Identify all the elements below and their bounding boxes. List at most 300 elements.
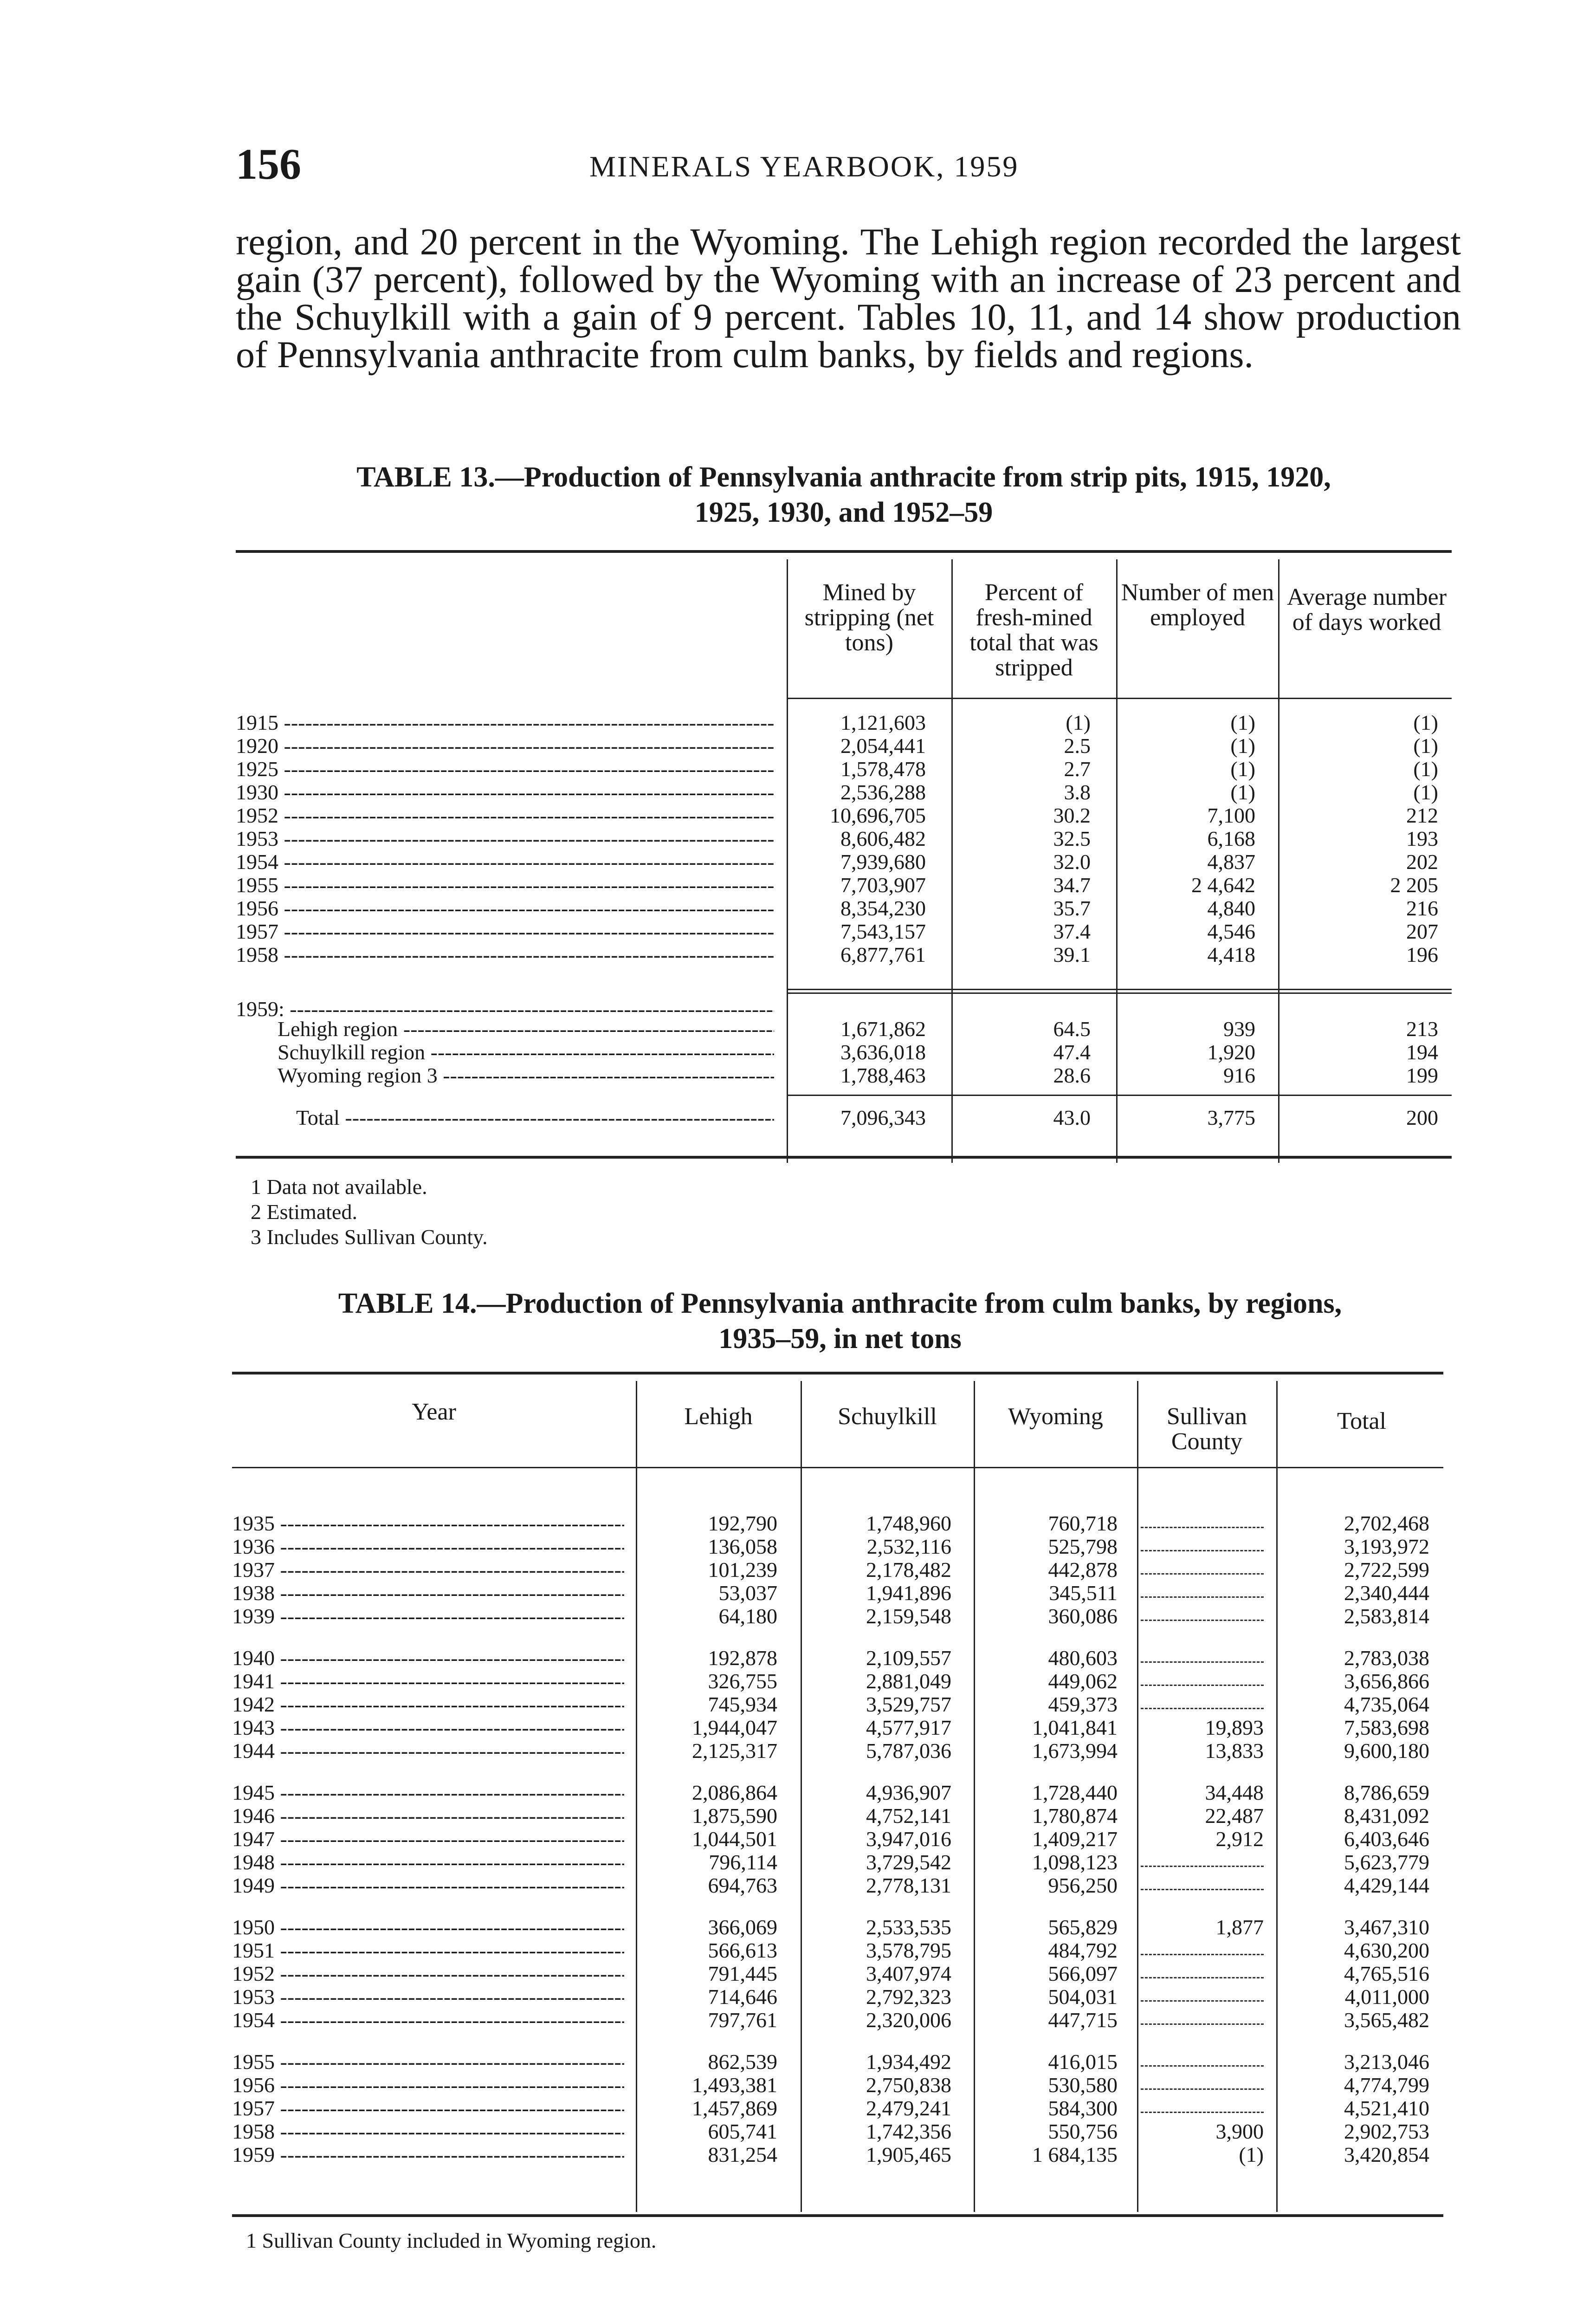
table14-footnote: 1 Sullivan County included in Wyoming region. — [246, 2229, 657, 2252]
table14-cell-schuylkill: 2,778,131 — [866, 1874, 951, 1897]
table14-row-year — [232, 2096, 624, 2120]
table13-row-label-text: Wyoming region 3 — [278, 1063, 438, 1087]
table13-row-label — [236, 826, 774, 851]
table14-cell-sullivan: 1,877 — [1215, 1915, 1264, 1939]
table14-row — [232, 1511, 1443, 1534]
table14-row-year — [232, 2119, 624, 2144]
table13-header-percent: Percent of fresh-mined total that was stripped — [969, 579, 1098, 681]
table14-cell-schuylkill: 2,881,049 — [866, 1669, 951, 1693]
table13-title — [236, 460, 1452, 530]
table13-cell-men: (1) — [1230, 734, 1255, 758]
table14-cell-total: 9,600,180 — [1344, 1739, 1429, 1763]
table14-row-year-text: 1938 — [232, 1581, 275, 1605]
table14-cell-total: 3,656,866 — [1344, 1669, 1429, 1693]
table14-cell-sullivan — [1141, 2073, 1264, 2090]
table13-cell-days: (1) — [1413, 780, 1438, 804]
table14-cell-lehigh: 1,944,047 — [692, 1716, 777, 1739]
table14-row — [232, 1738, 1443, 1762]
table14-cell-lehigh: 64,180 — [718, 1604, 777, 1628]
table13-total-men: 3,775 — [1207, 1106, 1255, 1129]
table14-header-rule — [232, 1467, 1443, 1468]
table14-cell-sullivan — [1141, 2049, 1264, 2067]
table13 — [236, 550, 1452, 1163]
table13-header-mined: Mined by stripping (net tons) — [804, 579, 934, 656]
table14-row — [232, 1873, 1443, 1896]
table13-row-label-text: 1915 — [236, 711, 278, 734]
table14-row-year — [232, 1803, 624, 1828]
table14-header-total: Total — [1337, 1408, 1387, 1434]
table14-cell-lehigh: 326,755 — [708, 1669, 777, 1693]
table13-cell-mined: 1,788,463 — [840, 1063, 926, 1087]
table13-cell-days: 196 — [1406, 943, 1438, 966]
table14-cell-schuylkill: 5,787,036 — [866, 1739, 951, 1763]
table14-cell-total: 4,630,200 — [1344, 1938, 1429, 1962]
table13-row — [236, 710, 1452, 733]
table13-footnote: 1 Data not available. — [251, 1175, 427, 1199]
table14-cell-total: 3,565,482 — [1344, 2008, 1429, 2032]
table14-cell-wyoming: 459,373 — [1048, 1692, 1118, 1716]
table14-row-year-text: 1944 — [232, 1739, 275, 1763]
table13-cell-mined: 7,543,157 — [840, 920, 926, 943]
table14-row — [232, 2049, 1443, 2073]
table13-row-label-text: 1953 — [236, 827, 278, 850]
table13-row — [236, 780, 1452, 803]
table14-row-year-text: 1947 — [232, 1827, 275, 1851]
table13-header-men: Number of men employed — [1121, 579, 1274, 631]
table13-cell-men: (1) — [1230, 780, 1255, 804]
table13-cell-days: 199 — [1406, 1063, 1438, 1087]
table14-cell-wyoming: 760,718 — [1048, 1511, 1118, 1535]
table14-cell-sullivan — [1141, 1850, 1264, 1867]
table14-row-year-text: 1957 — [232, 2096, 275, 2120]
table13-row-label — [278, 1017, 774, 1041]
table14-cell-sullivan — [1141, 1511, 1264, 1528]
table13-cell-pct: 47.4 — [1053, 1040, 1091, 1064]
table14-cell-total: 4,774,799 — [1344, 2073, 1429, 2097]
table14-row — [232, 1938, 1443, 1961]
table13-cell-mined: 3,636,018 — [840, 1040, 926, 1064]
table14-row-year-text: 1956 — [232, 2073, 275, 2097]
table13-header-days: Average number of days worked — [1286, 584, 1447, 635]
table14-cell-schuylkill: 3,947,016 — [866, 1827, 951, 1851]
table13-row-label — [236, 873, 774, 897]
table14-row — [232, 1646, 1443, 1669]
table14-cell-wyoming: 504,031 — [1048, 1985, 1118, 2009]
table14-row-year — [232, 2142, 624, 2167]
table13-cell-mined: 8,354,230 — [840, 896, 926, 920]
table13-cell-men: (1) — [1230, 757, 1255, 781]
table14-cell-total: 3,420,854 — [1344, 2143, 1429, 2166]
table14-cell-total: 2,583,814 — [1344, 1604, 1429, 1628]
table14-cell-wyoming: 1,780,874 — [1032, 1804, 1118, 1828]
table14-cell-lehigh: 136,058 — [708, 1535, 777, 1558]
table13-cell-pct: 39.1 — [1053, 943, 1091, 966]
table13-cell-men: 1,920 — [1207, 1040, 1255, 1064]
table13-cell-mined: 7,703,907 — [840, 873, 926, 897]
table13-cell-men: 939 — [1223, 1017, 1255, 1041]
table14-cell-total: 2,783,038 — [1344, 1646, 1429, 1670]
table14-row-year-text: 1945 — [232, 1781, 275, 1804]
table14-cell-schuylkill: 1,934,492 — [866, 2050, 951, 2074]
table13-section-rule — [787, 989, 1452, 990]
table14-cell-lehigh: 53,037 — [718, 1581, 777, 1605]
table13-cell-men: 4,546 — [1207, 920, 1255, 943]
table14-cell-sullivan — [1141, 1557, 1264, 1575]
table13-cell-men: 2 4,642 — [1191, 873, 1255, 897]
table14-cell-wyoming: 956,250 — [1048, 1874, 1118, 1897]
table13-row-label — [278, 1063, 774, 1088]
table14-row — [232, 1961, 1443, 1984]
table14-row-year — [232, 1827, 624, 1851]
table14-cell-lehigh: 745,934 — [708, 1692, 777, 1716]
table14-row — [232, 1827, 1443, 1850]
table14-row — [232, 1850, 1443, 1873]
table14-cell-total: 5,623,779 — [1344, 1850, 1429, 1874]
table14-cell-schuylkill: 2,320,006 — [866, 2008, 951, 2032]
table14-cell-sullivan: 22,487 — [1205, 1804, 1264, 1828]
table14-cell-sullivan — [1141, 1669, 1264, 1686]
table13-cell-pct: 30.2 — [1053, 804, 1091, 827]
table13-header-rule — [787, 698, 1452, 699]
table14-row — [232, 1669, 1443, 1692]
table14-cell-wyoming: 584,300 — [1048, 2096, 1118, 2120]
table14-cell-wyoming: 360,086 — [1048, 1604, 1118, 1628]
table13-total-row — [236, 1105, 1452, 1128]
table13-cell-mined: 6,877,761 — [840, 943, 926, 966]
table13-cell-pct: 37.4 — [1053, 920, 1091, 943]
table14-cell-sullivan — [1141, 1604, 1264, 1621]
table14-row-year-text: 1950 — [232, 1915, 275, 1939]
table13-row-1959 — [236, 1063, 1452, 1086]
table14-cell-schuylkill: 2,178,482 — [866, 1558, 951, 1582]
table14-row — [232, 2073, 1443, 2096]
table13-footnote: 2 Estimated. — [251, 1200, 357, 1224]
table14-cell-sullivan: 34,448 — [1205, 1781, 1264, 1804]
table13-total-rule — [787, 1095, 1452, 1096]
table13-bottom-rule — [236, 1156, 1452, 1159]
table14-cell-schuylkill: 1,941,896 — [866, 1581, 951, 1605]
table14-row-year-text: 1936 — [232, 1535, 275, 1558]
table14-cell-wyoming: 1 684,135 — [1032, 2143, 1118, 2166]
table14-row-year-text: 1949 — [232, 1874, 275, 1897]
table14-row — [232, 1915, 1443, 1938]
table14-cell-schuylkill: 4,752,141 — [866, 1804, 951, 1828]
table13-cell-mined: 1,578,478 — [840, 757, 926, 781]
table14-row-year-text: 1939 — [232, 1604, 275, 1628]
table13-total-days: 200 — [1406, 1106, 1438, 1129]
table13-row-label-text: 1955 — [236, 873, 278, 897]
table14-cell-total: 4,765,516 — [1344, 1962, 1429, 1985]
table13-row-1959 — [236, 1017, 1452, 1040]
table14-header-year: Year — [412, 1399, 456, 1425]
table14-row-year-text: 1935 — [232, 1511, 275, 1535]
table14-cell-schuylkill: 4,577,917 — [866, 1716, 951, 1739]
table14-cell-total: 2,902,753 — [1344, 2120, 1429, 2143]
table14-cell-sullivan — [1141, 1692, 1264, 1709]
table14-row-year — [232, 1873, 624, 1898]
table14-cell-lehigh: 714,646 — [708, 1985, 777, 2009]
table13-footnotes — [251, 1174, 808, 1250]
table14-cell-sullivan: 19,893 — [1205, 1716, 1264, 1739]
table13-cell-mined: 1,121,603 — [840, 711, 926, 734]
table13-cell-pct: 2.7 — [1064, 757, 1091, 781]
table14-cell-schuylkill: 1,748,960 — [866, 1511, 951, 1535]
table13-top-rule — [236, 550, 1452, 553]
table14-cell-total: 2,702,468 — [1344, 1511, 1429, 1535]
table14-cell-lehigh: 862,539 — [708, 2050, 777, 2074]
table14-row-year-text: 1948 — [232, 1850, 275, 1874]
table14-cell-schuylkill: 1,905,465 — [866, 2143, 951, 2166]
table13-cell-mined: 2,536,288 — [840, 780, 926, 804]
table14-cell-total: 7,583,698 — [1344, 1716, 1429, 1739]
table13-cell-days: 213 — [1406, 1017, 1438, 1041]
table14-cell-lehigh: 2,125,317 — [692, 1739, 777, 1763]
table13-row — [236, 919, 1452, 942]
table14-row-year-text: 1952 — [232, 1962, 275, 1985]
table14-row — [232, 2119, 1443, 2142]
table14-row-year-text: 1951 — [232, 1938, 275, 1962]
table14-cell-total: 3,213,046 — [1344, 2050, 1429, 2074]
table14-title-line2: 1935–59, in net tons — [718, 1323, 962, 1355]
table13-cell-men: 6,168 — [1207, 827, 1255, 850]
table14-row — [232, 2008, 1443, 2031]
table14-cell-sullivan — [1141, 2096, 1264, 2113]
table14-cell-sullivan: 13,833 — [1205, 1739, 1264, 1763]
table14-row-year — [232, 1938, 624, 1963]
table14-cell-total: 2,340,444 — [1344, 1581, 1429, 1605]
table14-cell-wyoming: 484,792 — [1048, 1938, 1118, 1962]
table14-row-year — [232, 1850, 624, 1874]
table13-row-label-text: 1958 — [236, 943, 278, 966]
table14-cell-wyoming: 566,097 — [1048, 1962, 1118, 1985]
table13-title-line2: 1925, 1930, and 1952–59 — [694, 497, 993, 528]
table13-row-label — [278, 1040, 774, 1064]
table14-row-year-text: 1955 — [232, 2050, 275, 2074]
table14-title — [227, 1286, 1453, 1356]
table13-row-label — [236, 710, 774, 735]
table14-cell-total: 8,786,659 — [1344, 1781, 1429, 1804]
table14-cell-total: 2,722,599 — [1344, 1558, 1429, 1582]
table14-cell-wyoming: 550,756 — [1048, 2120, 1118, 2143]
table13-section-rule — [787, 992, 1452, 994]
table14-header-lehigh: Lehigh — [684, 1403, 753, 1430]
table14-cell-wyoming: 565,829 — [1048, 1915, 1118, 1939]
table13-cell-pct: 32.5 — [1053, 827, 1091, 850]
table14-cell-sullivan — [1141, 1984, 1264, 2002]
table14-cell-schuylkill: 2,109,557 — [866, 1646, 951, 1670]
table13-cell-men: 7,100 — [1207, 804, 1255, 827]
page-number: 156 — [236, 140, 301, 188]
table14-row — [232, 1803, 1443, 1827]
table14-cell-lehigh: 791,445 — [708, 1962, 777, 1985]
table14-cell-lehigh: 366,069 — [708, 1915, 777, 1939]
table14-cell-sullivan — [1141, 2008, 1264, 2025]
table14-row — [232, 2142, 1443, 2165]
table14-cell-wyoming: 1,041,841 — [1032, 1716, 1118, 1739]
table13-row-1959 — [236, 1040, 1452, 1063]
table14-header-schuylkill: Schuylkill — [838, 1403, 937, 1430]
table13-cell-days: 216 — [1406, 896, 1438, 920]
table14-row-year-text: 1940 — [232, 1646, 275, 1670]
table14-row — [232, 1715, 1443, 1738]
table13-row-label-text: 1925 — [236, 757, 278, 781]
table13-cell-days: (1) — [1413, 711, 1438, 734]
table13-group-label-text: 1959: — [236, 997, 284, 1021]
table14-cell-lehigh: 605,741 — [708, 2120, 777, 2143]
table14-cell-lehigh: 796,114 — [709, 1850, 777, 1874]
table14-cell-sullivan — [1141, 1581, 1264, 1598]
table13-row-label — [236, 942, 774, 967]
table13-row-label — [236, 849, 774, 874]
table13-row — [236, 826, 1452, 849]
table13-cell-days: 193 — [1406, 827, 1438, 850]
table13-total-pct: 43.0 — [1053, 1106, 1091, 1129]
table14-row-year — [232, 1581, 624, 1605]
table13-cell-days: 212 — [1406, 804, 1438, 827]
table13-row-label — [236, 733, 774, 758]
table13-cell-days: (1) — [1413, 734, 1438, 758]
table14-title-line1: TABLE 14.—Production of Pennsylvania anthracite from culm banks, by regions, — [338, 1288, 1342, 1319]
table14-row-year — [232, 1557, 624, 1582]
table14-row-year — [232, 1669, 624, 1693]
table13-row-label-text: Schuylkill region — [278, 1040, 426, 1064]
table13-cell-days: 202 — [1406, 850, 1438, 874]
table14-cell-wyoming: 345,511 — [1049, 1581, 1118, 1605]
table14-cell-schuylkill: 3,729,542 — [866, 1850, 951, 1874]
table14-cell-schuylkill: 3,578,795 — [866, 1938, 951, 1962]
table14-cell-schuylkill: 3,407,974 — [866, 1962, 951, 1985]
table13-cell-days: (1) — [1413, 757, 1438, 781]
table13-row-label-text: 1952 — [236, 804, 278, 827]
table14-row-year — [232, 2049, 624, 2074]
table14-row-year — [232, 1915, 624, 1939]
table13-cell-men: (1) — [1230, 711, 1255, 734]
table14-cell-wyoming: 416,015 — [1048, 2050, 1118, 2074]
table13-cell-pct: 32.0 — [1053, 850, 1091, 874]
table14-cell-lehigh: 1,493,381 — [692, 2073, 777, 2097]
table13-row-label-text: 1954 — [236, 850, 278, 874]
table14-row — [232, 1604, 1443, 1627]
table14-row-year-text: 1958 — [232, 2120, 275, 2143]
table14-cell-lehigh: 2,086,864 — [692, 1781, 777, 1804]
table14-cell-lehigh: 831,254 — [708, 2143, 777, 2166]
table13-row — [236, 896, 1452, 919]
table14-row-year-text: 1943 — [232, 1716, 275, 1739]
table14-row-year — [232, 1984, 624, 2009]
table13-row-label-text: 1957 — [236, 920, 278, 943]
table13-total-label-text: Total — [296, 1106, 340, 1129]
table14-cell-total: 4,011,000 — [1344, 1985, 1429, 2009]
table14-row-year — [232, 1715, 624, 1740]
table13-title-line1: TABLE 13.—Production of Pennsylvania anthracite from strip pits, 1915, 1920, — [356, 461, 1331, 493]
table13-cell-pct: 64.5 — [1053, 1017, 1091, 1041]
table14-cell-sullivan — [1141, 1534, 1264, 1551]
table14-row — [232, 1692, 1443, 1715]
table14-cell-sullivan: 3,900 — [1215, 2120, 1264, 2143]
table14-cell-schuylkill: 2,479,241 — [866, 2096, 951, 2120]
table13-cell-pct: 3.8 — [1064, 780, 1091, 804]
table14-row-year — [232, 1961, 624, 1986]
table13-row — [236, 873, 1452, 896]
table14-row-year — [232, 2008, 624, 2032]
table14-cell-schuylkill: 1,742,356 — [866, 2120, 951, 2143]
table13-cell-men: 4,840 — [1207, 896, 1255, 920]
table14-cell-total: 8,431,092 — [1344, 1804, 1429, 1828]
table14-cell-lehigh: 192,878 — [708, 1646, 777, 1670]
table14-cell-schuylkill: 2,792,323 — [866, 1985, 951, 2009]
table14-cell-schuylkill: 2,750,838 — [866, 2073, 951, 2097]
table14-row-year-text: 1942 — [232, 1692, 275, 1716]
table13-row — [236, 942, 1452, 966]
table14-cell-schuylkill: 4,936,907 — [866, 1781, 951, 1804]
table14-row — [232, 1581, 1443, 1604]
table14-cell-sullivan — [1141, 1873, 1264, 1890]
table13-cell-mined: 10,696,705 — [830, 804, 926, 827]
table14-row-year-text: 1946 — [232, 1804, 275, 1828]
table13-cell-mined: 7,939,680 — [840, 850, 926, 874]
table14-cell-lehigh: 1,044,501 — [692, 1827, 777, 1851]
table14-cell-total: 4,521,410 — [1344, 2096, 1429, 2120]
table13-row-label-text: 1920 — [236, 734, 278, 758]
table14-cell-wyoming: 1,409,217 — [1032, 1827, 1118, 1851]
table14-row-year-text: 1959 — [232, 2143, 275, 2166]
table13-cell-men: 4,837 — [1207, 850, 1255, 874]
table13-row-label — [236, 803, 774, 828]
table14-cell-total: 4,735,064 — [1344, 1692, 1429, 1716]
table13-row-label — [236, 757, 774, 781]
table13-row — [236, 849, 1452, 873]
table14-cell-wyoming: 1,728,440 — [1032, 1781, 1118, 1804]
table13-cell-days: 194 — [1406, 1040, 1438, 1064]
table14-cell-schuylkill: 2,533,535 — [866, 1915, 951, 1939]
table13-row-label-text: 1930 — [236, 780, 278, 804]
table13-cell-mined: 1,671,862 — [840, 1017, 926, 1041]
table13-cell-pct: 34.7 — [1053, 873, 1091, 897]
table13-cell-mined: 2,054,441 — [840, 734, 926, 758]
table13-row-label — [236, 780, 774, 804]
table14-cell-lehigh: 192,790 — [708, 1511, 777, 1535]
table14-cell-total: 3,467,310 — [1344, 1915, 1429, 1939]
table13-cell-pct: 35.7 — [1053, 896, 1091, 920]
table13-total-mined: 7,096,343 — [840, 1106, 926, 1129]
table14-cell-sullivan: 2,912 — [1215, 1827, 1264, 1851]
table14-row-year — [232, 1692, 624, 1717]
table14-row-year — [232, 1646, 624, 1670]
table14-cell-sullivan — [1141, 1646, 1264, 1663]
table13-footnote: 3 Includes Sullivan County. — [251, 1225, 488, 1249]
table14-row-year — [232, 1511, 624, 1536]
table14-row-year-text: 1953 — [232, 1985, 275, 2009]
table13-row-label-text: 1956 — [236, 896, 278, 920]
table14-row — [232, 1780, 1443, 1803]
table13-cell-pct: 28.6 — [1053, 1063, 1091, 1087]
table13-row — [236, 803, 1452, 826]
table14-cell-lehigh: 566,613 — [708, 1938, 777, 1962]
table14-cell-total: 3,193,972 — [1344, 1535, 1429, 1558]
table14-row-year — [232, 1780, 624, 1805]
table14-cell-schuylkill: 3,529,757 — [866, 1692, 951, 1716]
table14-cell-total: 6,403,646 — [1344, 1827, 1429, 1851]
table14-cell-wyoming: 447,715 — [1048, 2008, 1118, 2032]
table13-cell-men: 4,418 — [1207, 943, 1255, 966]
table14-row-year-text: 1941 — [232, 1669, 275, 1693]
table13-row — [236, 757, 1452, 780]
table13-row-label-text: Lehigh region — [278, 1017, 398, 1041]
table14-cell-wyoming: 449,062 — [1048, 1669, 1118, 1693]
table14-top-rule — [232, 1372, 1443, 1374]
table13-cell-pct: 2.5 — [1064, 734, 1091, 758]
table14-cell-wyoming: 442,878 — [1048, 1558, 1118, 1582]
